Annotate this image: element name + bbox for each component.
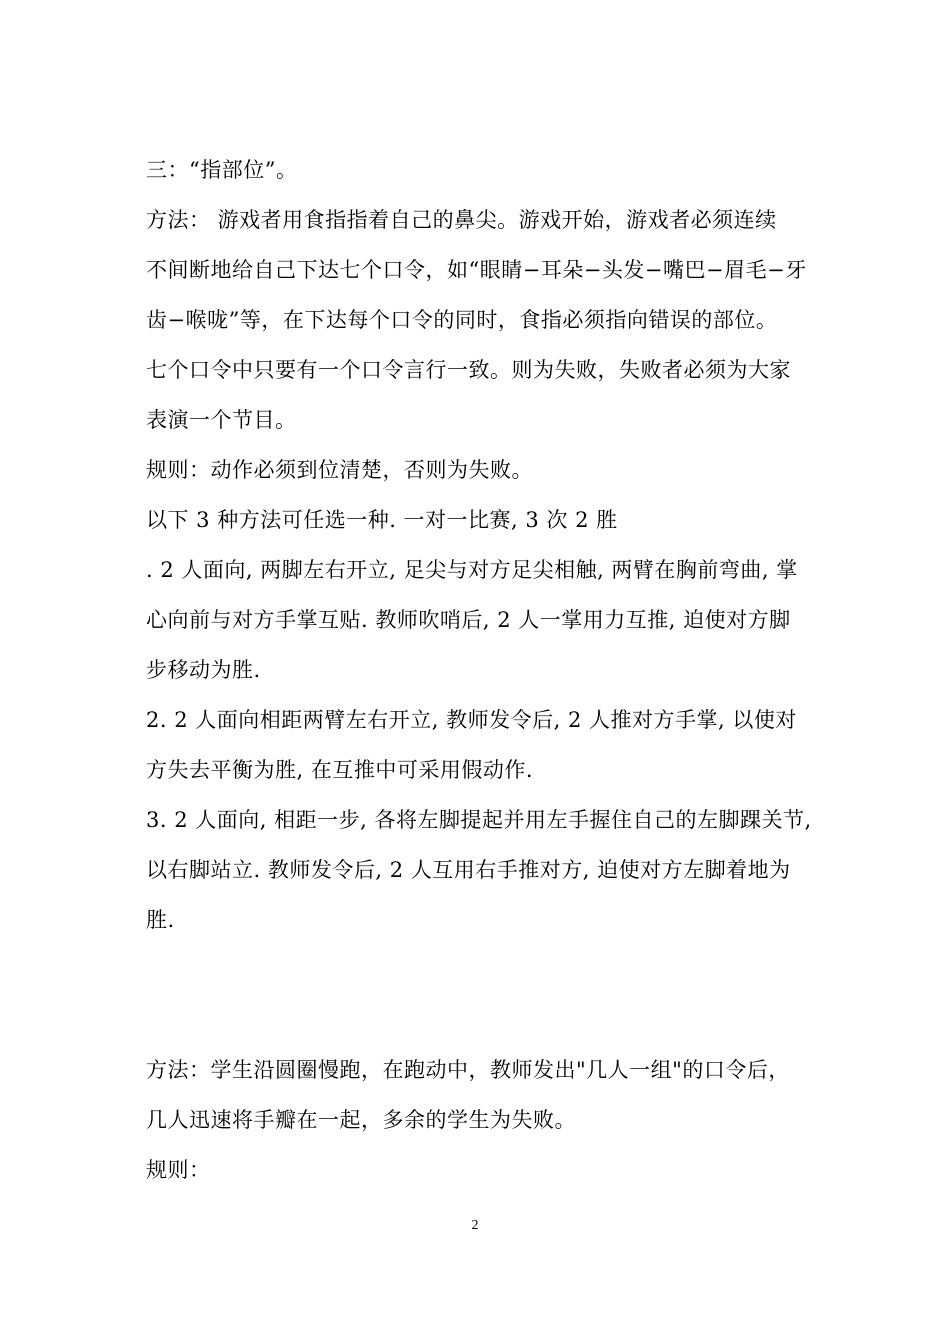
- text-line: 七个口令中只要有一个口令言行一致。则为失败，失败者必须为大家: [146, 358, 791, 382]
- text-line: 规则：动作必须到位清楚，否则为失败。: [146, 458, 533, 482]
- page-number: 2: [471, 1218, 479, 1233]
- text-line: 表演一个节目。: [146, 408, 297, 432]
- text-line: 3. 2 人面向, 相距一步, 各将左脚提起并用左手握住自己的左脚踝关节,: [146, 808, 812, 832]
- text-line: 心向前与对方手掌互贴. 教师吹哨后, 2 人一掌用力互推, 迫使对方脚: [146, 608, 791, 632]
- text-line: 几人迅速将手瓣在一起，多余的学生为失败。: [146, 1108, 576, 1132]
- text-line: 方失去平衡为胜, 在互推中可采用假动作.: [146, 758, 534, 782]
- text-line: 三：“指部位”。: [146, 158, 298, 182]
- text-line: 胜.: [146, 908, 175, 932]
- text-line: 2. 2 人面向相距两臂左右开立, 教师发令后, 2 人推对方手掌, 以使对: [146, 708, 797, 732]
- text-line: . 2 人面向, 两脚左右开立, 足尖与对方足尖相触, 两臂在胸前弯曲, 掌: [146, 558, 798, 582]
- text-line: 以右脚站立. 教师发令后, 2 人互用右手推对方, 迫使对方左脚着地为: [146, 858, 791, 882]
- text-line: 方法： 游戏者用食指指着自己的鼻尖。游戏开始，游戏者必须连续: [146, 208, 777, 232]
- text-line: 不间断地给自己下达七个口令，如“眼睛−耳朵−头发−嘴巴−眉毛−牙: [146, 258, 807, 282]
- text-line: 齿−喉咙”等，在下达每个口令的同时，食指必须指向错误的部位。: [146, 308, 778, 332]
- text-line: 方法：学生沿圆圈慢跑，在跑动中，教师发出"几人一组"的口令后，: [146, 1058, 790, 1082]
- text-line: 以下 3 种方法可任选一种. 一对一比赛, 3 次 2 胜: [146, 508, 618, 532]
- text-line: 规则：: [146, 1158, 211, 1182]
- text-line: 步移动为胜.: [146, 658, 261, 682]
